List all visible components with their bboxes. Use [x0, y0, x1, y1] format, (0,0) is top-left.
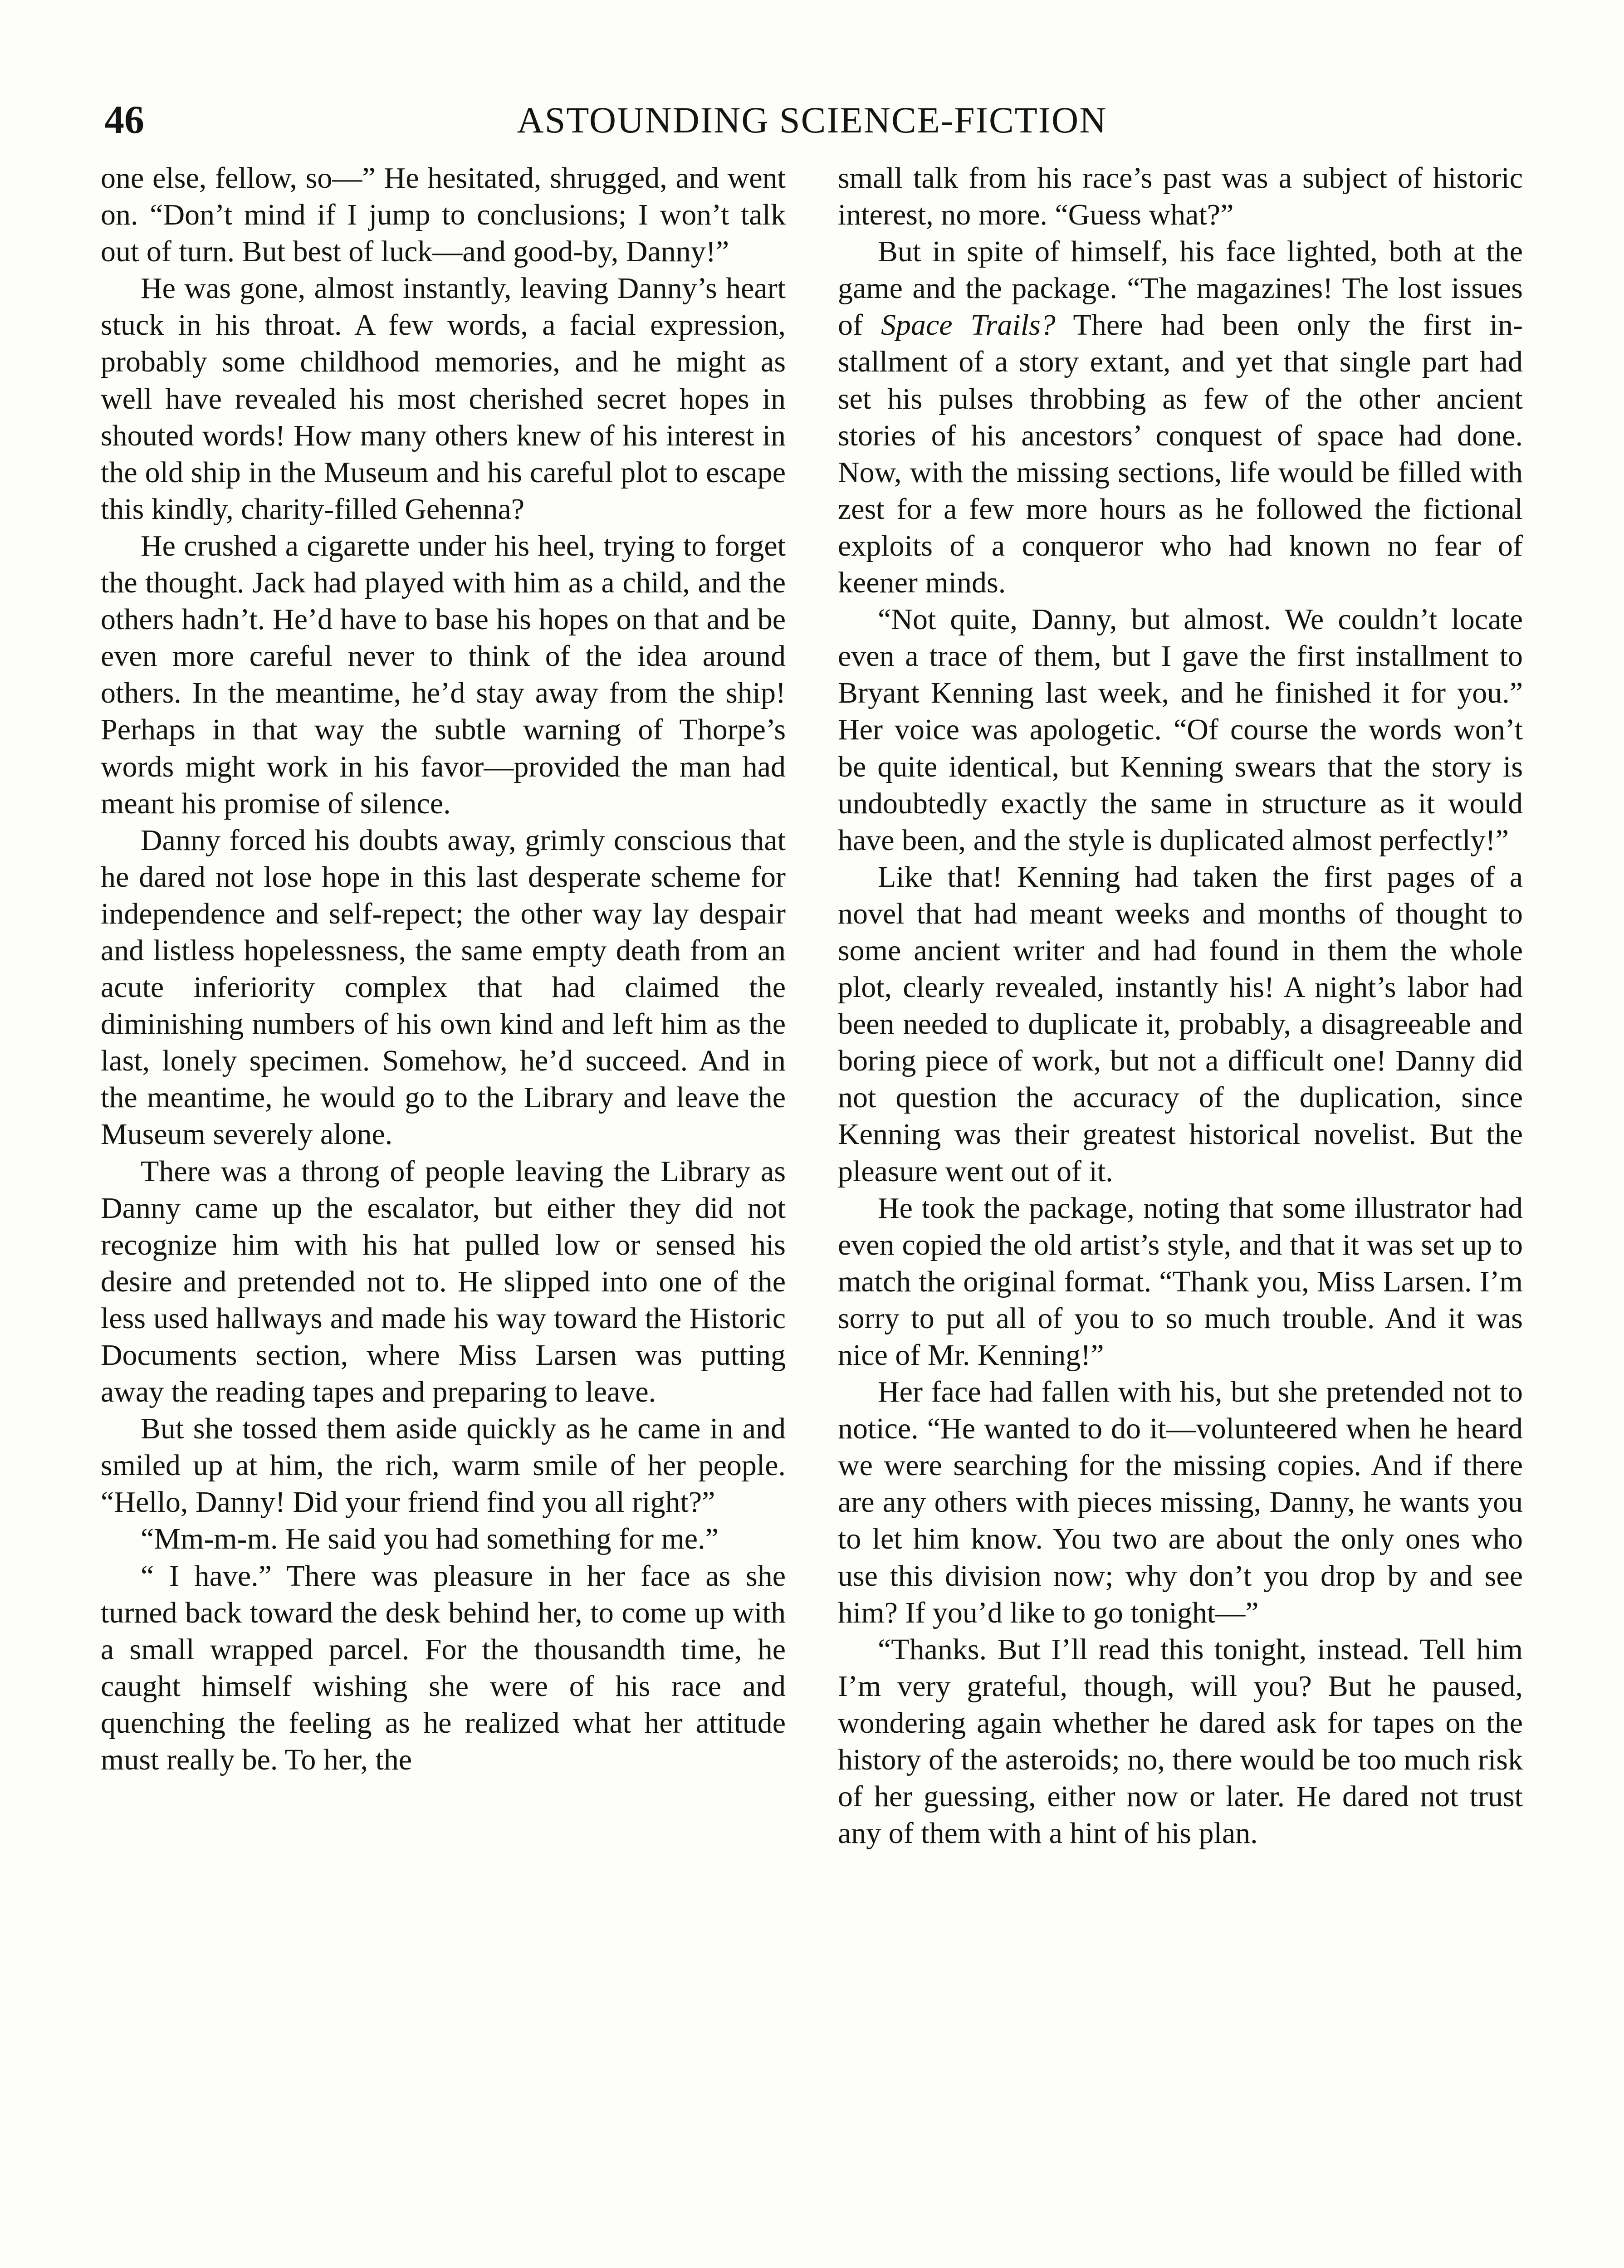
- paragraph: There was a throng of people leaving the Library as Danny came up the escalator, but either they did not recognize him with his hat pulled low or sensed his desire and pretended not to. He slipped into one of the less used hallways and made his way toward the Historic Documents section, where Miss Larsen was putting away the reading tapes and preparing to leave.: [101, 1154, 786, 1409]
- paragraph: Danny forced his doubts away, grimly conscious that he dared not lose hope in this last desperate scheme for independence and self-repect; the other way lay despair and listless hopelessness, the same empty death from an acute inferiority complex that had claimed the diminishing numbers of his own kind and left him as the last, lonely specimen. Somehow, he’d succeed. And in the meantime, he would go to the Library and leave the Museum severely alone.: [101, 823, 786, 1151]
- paragraph: “ I have.” There was pleasure in her face as she turned back toward the desk behind her, to come up with a small wrapped parcel. For the thousandth time, he caught himself wishing she were of his race and quenching the feeling as he realized what her attitude must really be. To her, the: [101, 1559, 786, 1777]
- paragraph: Her face had fallen with his, but she pretended not to notice. “He wanted to do it—volunteered when he heard we were searching for the missing copies. And if there are any others with pieces missing, Danny, he wants you to let him know. You two are about the only ones who use this division now; why don’t you drop by and see him? If you’d like to go tonight—”: [838, 1375, 1523, 1629]
- left-column: [101, 160, 786, 1778]
- paragraph: He was gone, almost instantly, leaving Danny’s heart stuck in his throat. A few words, a facial expression, probably some childhood memories, and he might as well have revealed his most cherished secret hopes in shouted words! How many others knew of his interest in the old ship in the Museum and his careful plot to escape this kindly, charity-filled Gehenna?: [101, 272, 786, 526]
- paragraph: “Thanks. But I’ll read this tonight, instead. Tell him I’m very grateful, though, will you? But he paused, wondering again whether he dared ask for tapes on the history of the asteroids; no, there would be too much risk of her guessing, either now or later. He dared not trust any of them with a hint of his plan.: [838, 1633, 1523, 1850]
- paragraph: one else, fellow, so—” He hesitated, shrugged, and went on. “Don’t mind if I jump to conclusions; I won’t talk out of turn. But best of luck—and good-by, Danny!”: [101, 161, 786, 269]
- paragraph: small talk from his race’s past was a subject of historic interest, no more. “Guess what?”: [838, 161, 1523, 232]
- page-header: [0, 95, 1624, 145]
- paragraph-text: But in spite of himself, his face lighted, both at the game and the package. “The magazines! The lost issues of: [838, 235, 1523, 342]
- magazine-title: Space Trails?: [881, 308, 1056, 342]
- right-column: [838, 160, 1523, 1852]
- paragraph-text: There had been only the first installment of a story extant, and yet that single part had set his pulses throbbing as few of the other ancient stories of his ancestors’ conquest of space had done. Now, with the missing sections, life would be filled with zest for a few more hours as he followed the fictional exploits of a conqueror who had known no fear of keener minds.: [838, 308, 1523, 600]
- paragraph: But she tossed them aside quickly as he came in and smiled up at him, the rich, warm smile of her people. “Hello, Danny! Did your friend find you all right?”: [101, 1412, 786, 1519]
- paragraph: He crushed a cigarette under his heel, trying to forget the thought. Jack had played with him as a child, and the others hadn’t. He’d have to base his hopes on that and be even more careful never to think of the idea around others. In the meantime, he’d stay away from the ship! Perhaps in that way the subtle warning of Thorpe’s words might work in his favor—provided the man had meant his promise of silence.: [101, 529, 786, 820]
- paragraph: “Not quite, Danny, but almost. We couldn’t locate even a trace of them, but I gave the first installment to Bryant Kenning last week, and he finished it for you.” Her voice was apologetic. “Of course the words won’t be quite identical, but Kenning swears that the story is undoubtedly exactly the same in structure as it would have been, and the style is duplicated almost perfectly!”: [838, 603, 1523, 857]
- running-title: ASTOUNDING SCIENCE-FICTION: [517, 99, 1107, 141]
- paragraph: He took the package, noting that some illustrator had even copied the old artist’s style, and that it was set up to match the original format. “Thank you, Miss Larsen. I’m sorry to put all of you to so much trouble. And it was nice of Mr. Kenning!”: [838, 1191, 1523, 1372]
- paragraph: Like that! Kenning had taken the first pages of a novel that had meant weeks and months of thought to some ancient writer and had found in them the whole plot, clearly revealed, instantly his! A night’s labor had been needed to duplicate it, probably, a disagreeable and boring piece of work, but not a difficult one! Danny did not question the accuracy of the duplication, since Kenning was their greatest historical novelist. But the pleasure went out of it.: [838, 860, 1523, 1188]
- page-number: 46: [104, 98, 144, 142]
- paragraph: [838, 233, 1523, 601]
- paragraph: “Mm-m-m. He said you had something for me.”: [141, 1522, 719, 1556]
